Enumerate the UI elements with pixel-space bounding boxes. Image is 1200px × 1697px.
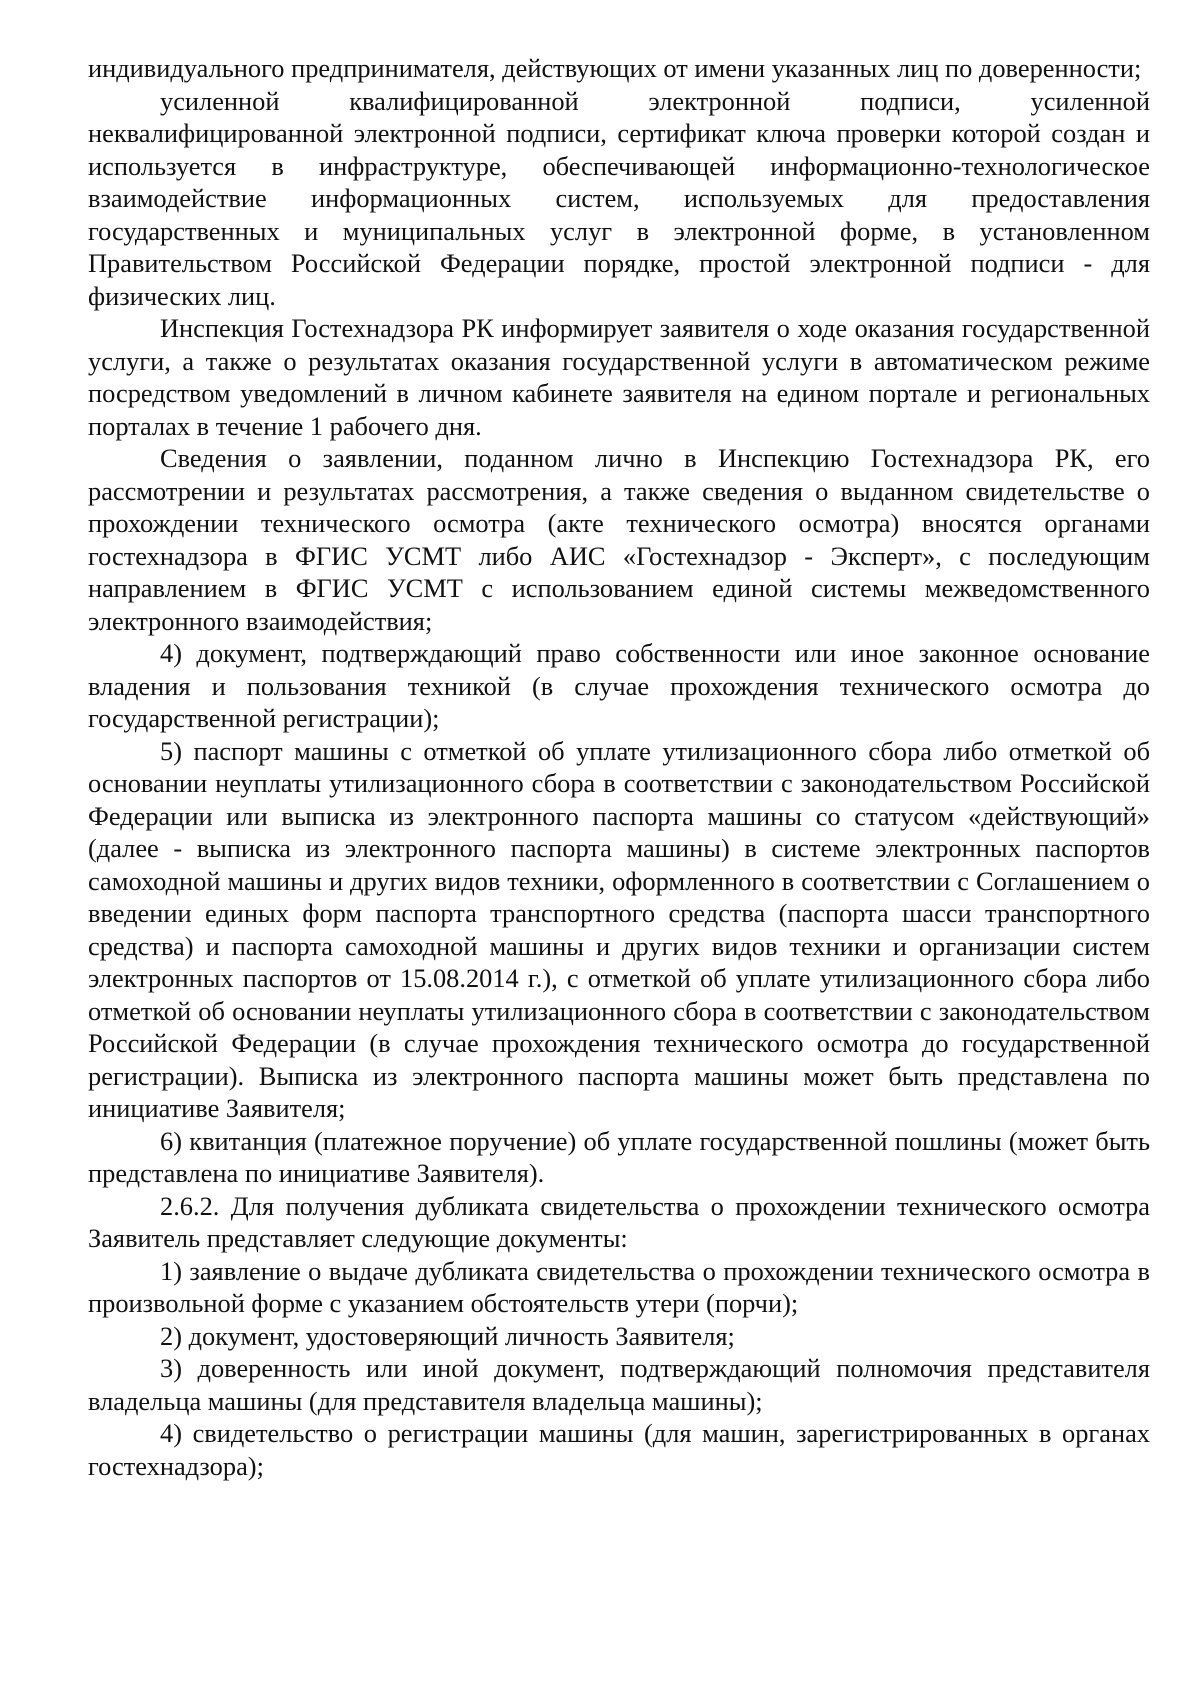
paragraph-dup-item-2: 2) документ, удостоверяющий личность Заявителя; [160, 1320, 735, 1351]
paragraph-continuation: индивидуального предпринимателя, действующих от имени указанных лиц по доверенности; [88, 53, 1142, 83]
paragraph-item-6-receipt: 6) квитанция (платежное поручение) об уплате государственной пошлины (может быть представлена по инициативе Заявителя). [88, 1125, 1150, 1188]
paragraph-signature-types: усиленной квалифицированной электронной подписи, усиленной неквалифицированной электронной подписи, сертификат ключа проверки которой создан и используется в инфраструктуре, обеспечивающей информационно-технологическое взаимодействие информационных систем, используемых для предоставления государственных и муниципальных услуг в электронной форме, в установленном Правительством Российской Федерации порядке, простой электронной подписи - для физических лиц. [88, 85, 1150, 311]
paragraph-section-2-6-2: 2.6.2. Для получения дубликата свидетельства о прохождении технического осмотра Заявитель представляет следующие документы: [88, 1190, 1150, 1253]
paragraph-application-records: Сведения о заявлении, поданном лично в Инспекцию Гостехнадзора РК, его рассмотрении и результатах рассмотрения, а также сведения о выданном свидетельстве о прохождении технического осмотра (акте технического осмотра) вносятся органами гостехнадзора в ФГИС УСМТ либо АИС «Гостехнадзор - Эксперт», с последующим направлением в ФГИС УСМТ с использованием единой системы межведомственного электронного взаимодействия; [88, 443, 1150, 636]
paragraph-dup-item-3: 3) доверенность или иной документ, подтверждающий полномочия представителя владельца машины (для представителя владельца машины); [88, 1353, 1150, 1416]
paragraph-inspection-notice: Инспекция Гостехнадзора РК информирует заявителя о ходе оказания государственной услуги, а также о результатах оказания государственной услуги в автоматическом режиме посредством уведомлений в личном кабинете заявителя на едином портале и региональных порталах в течение 1 рабочего дня. [88, 313, 1150, 441]
paragraph-dup-item-4: 4) свидетельство о регистрации машины (для машин, зарегистрированных в органах гостехнадзора); [88, 1418, 1150, 1481]
paragraph-item-4-ownership: 4) документ, подтверждающий право собственности или иное законное основание владения и пользования техникой (в случае прохождения технического осмотра до государственной регистрации); [88, 638, 1150, 733]
paragraph-item-5-passport: 5) паспорт машины с отметкой об уплате утилизационного сбора либо отметкой об основании неуплаты утилизационного сбора в соответствии с законодательством Российской Федерации или выписка из электронного паспорта машины со статусом «действующий» (далее - выписка из электронного паспорта машины) в системе электронных паспортов самоходной машины и других видов техники, оформленного в соответствии с Соглашением о введении единых форм паспорта транспортного средства (паспорта шасси транспортного средства) и паспорта самоходной машины и других видов техники и организации систем электронных паспортов от 15.08.2014 г.), с отметкой об уплате утилизационного сбора либо отметкой об основании неуплаты утилизационного сбора в соответствии с законодательством Российской Федерации (в случае прохождения технического осмотра до государственной регистрации). Выписка из электронного паспорта машины может быть представлена по инициативе Заявителя; [88, 735, 1150, 1123]
document-body [88, 52, 1150, 1482]
paragraph-dup-item-1: 1) заявление о выдаче дубликата свидетельства о прохождении технического осмотра в произвольной форме с указанием обстоятельств утери (порчи); [88, 1255, 1150, 1318]
